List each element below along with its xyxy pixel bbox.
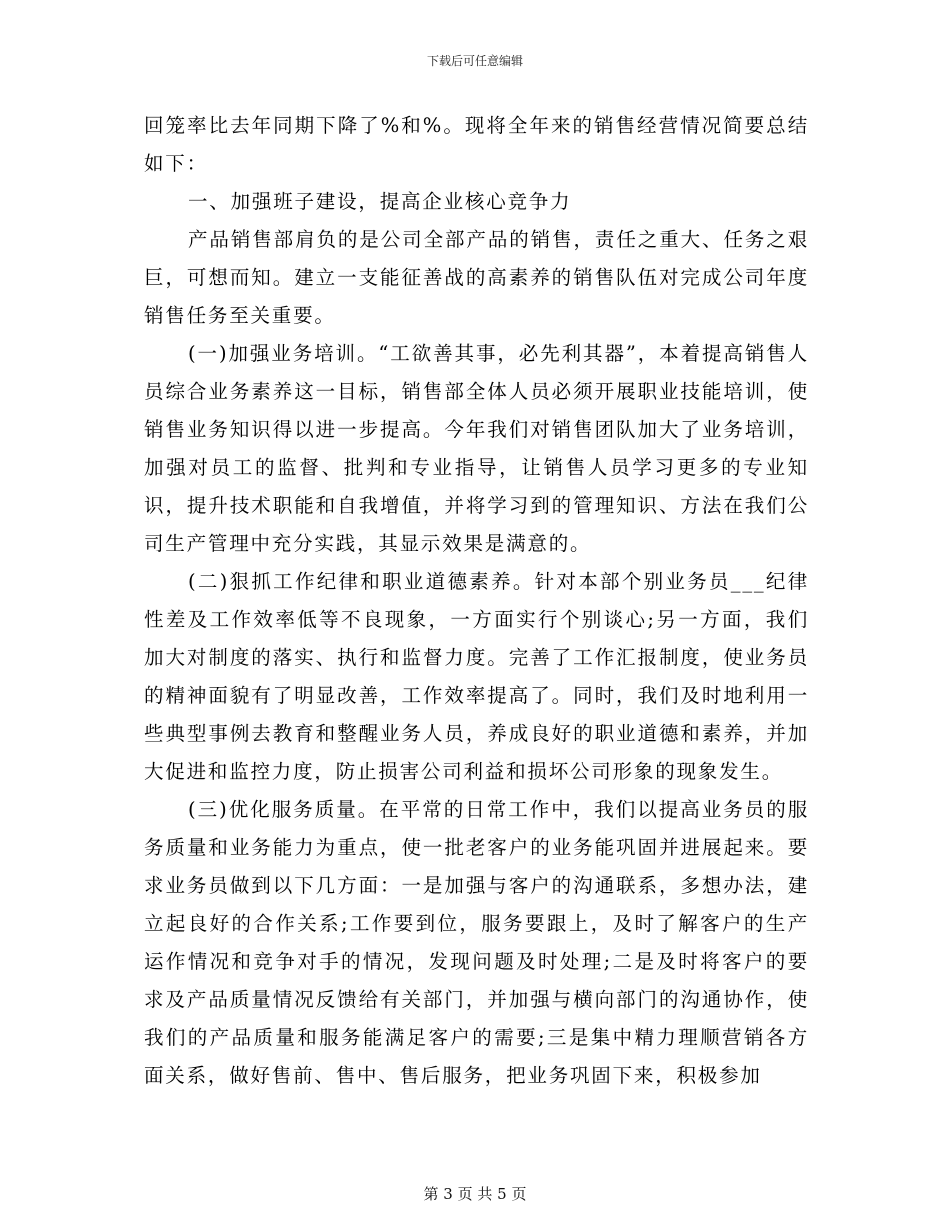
section-heading: 一、加强班子建设，提高企业核心竞争力: [188, 190, 572, 213]
paragraph-continuation: 回笼率比去年同期下降了%和%。现将全年来的销售经营情况简要总结如下：: [144, 114, 809, 175]
paragraph-intro: 产品销售部肩负的是公司全部产品的销售，责任之重大、任务之艰巨，可想而知。建立一支能征善战的高素养的销售队伍对完成公司年度销售任务至关重要。: [144, 228, 809, 327]
paragraph-training: (一)加强业务培训。“工欲善其事，必先利其器”，本着提高销售人员综合业务素养这一目标，销售部全体人员必须开展职业技能培训，使销售业务知识得以进一步提高。今年我们对销售团队加大了业务培训，加强对员工的监督、批判和专业指导，让销售人员学习更多的专业知识，提升技术职能和自我增值，并将学习到的管理知识、方法在我们公司生产管理中充分实践，其显示效果是满意的。: [144, 342, 809, 555]
paragraph-discipline: (二)狠抓工作纪律和职业道德素养。针对本部个别业务员___纪律性差及工作效率低等不良现象，一方面实行个别谈心;另一方面，我们加大对制度的落实、执行和监督力度。完善了工作汇报制度，使业务员的精神面貌有了明显改善，工作效率提高了。同时，我们及时地利用一些典型事例去教育和整醒业务人员，养成良好的职业道德和素养，并加大促进和监控力度，防止损害公司利益和损坏公司形象的现象发生。: [144, 570, 809, 783]
document-body: [144, 107, 809, 1095]
page-number: 第 3 页 共 5 页: [423, 1185, 527, 1203]
page-header: 下载后可任意编辑: [426, 54, 523, 68]
paragraph-service: (三)优化服务质量。在平常的日常工作中，我们以提高业务员的服务质量和业务能力为重点，使一批老客户的业务能巩固并进展起来。要求业务员做到以下几方面：一是加强与客户的沟通联系，多想办法，建立起良好的合作关系;工作要到位，服务要跟上，及时了解客户的生产运作情况和竞争对手的情况，发现问题及时处理;二是及时将客户的要求及产品质量情况反馈给有关部门，并加强与横向部门的沟通协作，使我们的产品质量和服务能满足客户的需要;三是集中精力理顺营销各方面关系，做好售前、售中、售后服务，把业务巩固下来，积极参加: [144, 798, 809, 1087]
